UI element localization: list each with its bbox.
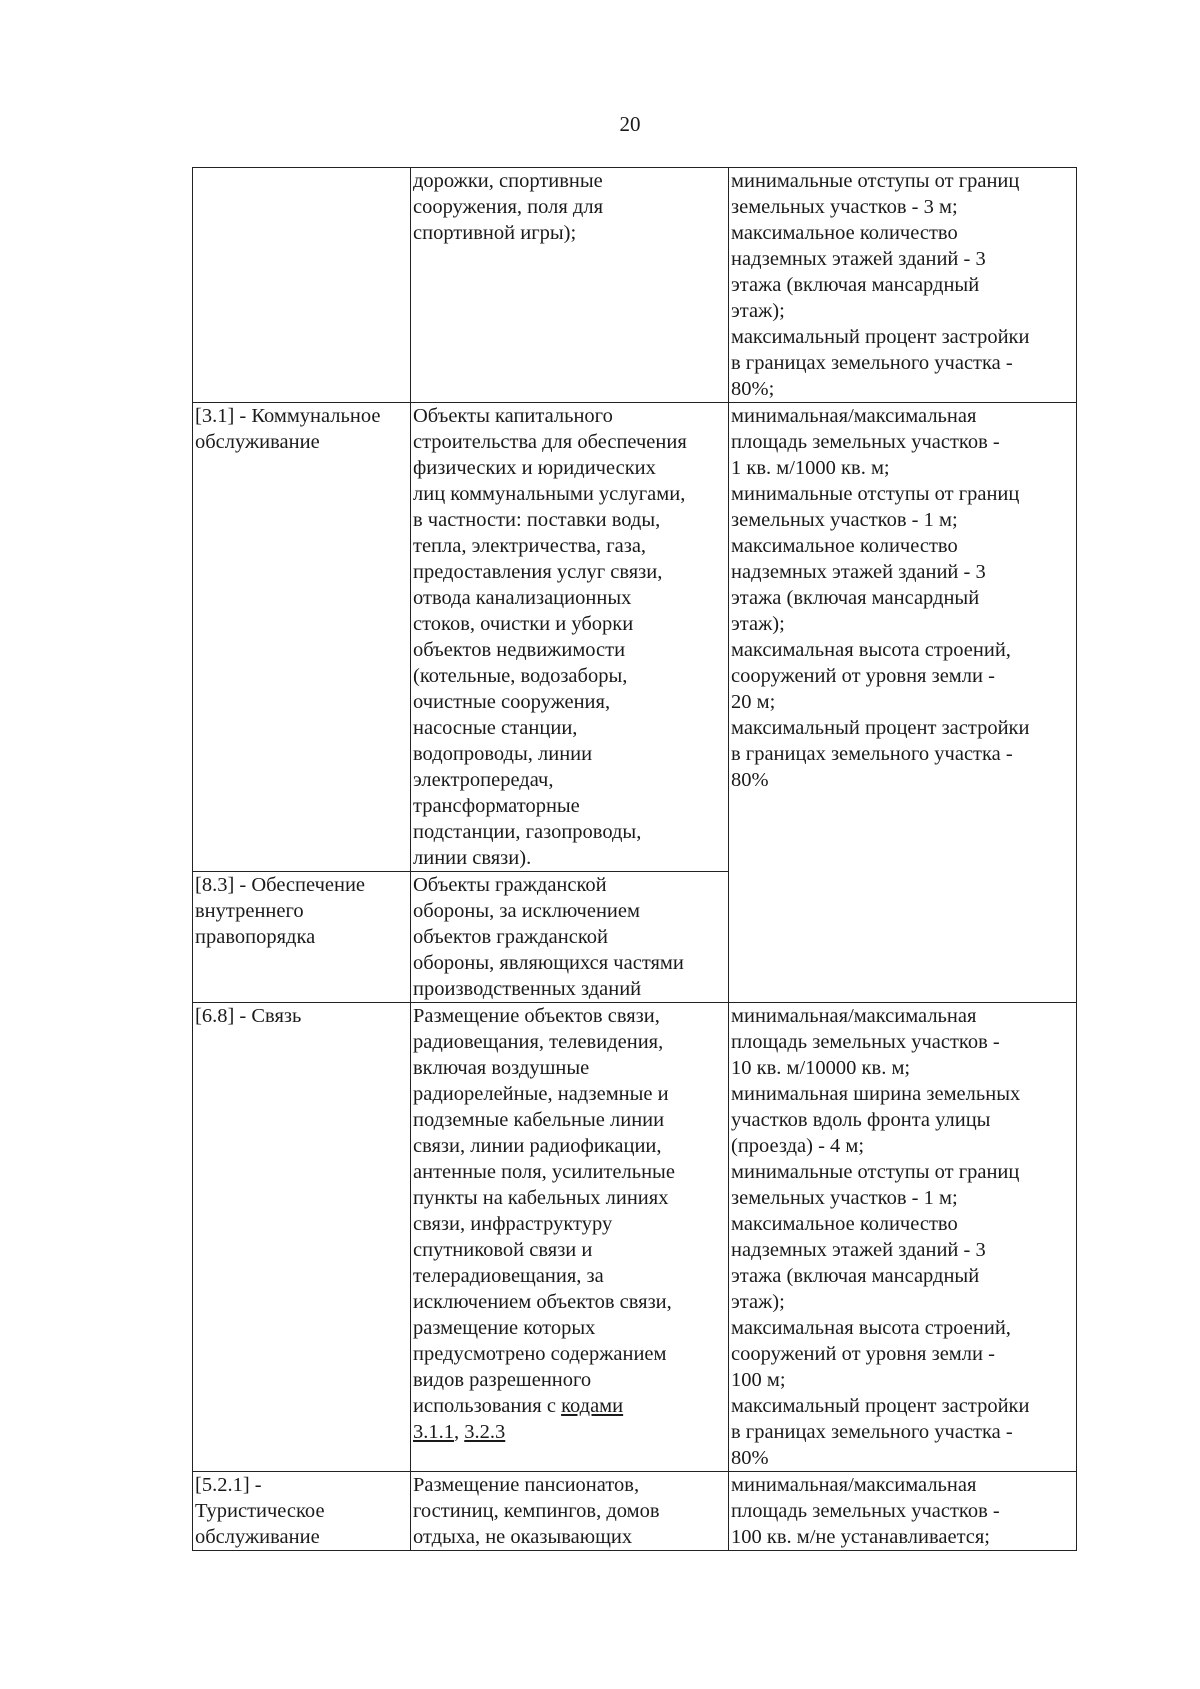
table-row	[193, 403, 1077, 872]
text-line: трансформаторные	[413, 795, 580, 817]
text-line: максимальная высота строений,	[731, 639, 1011, 661]
text-line: Объекты капитального	[413, 405, 613, 427]
params-cell	[729, 168, 1077, 403]
text-line: обороны, за исключением	[413, 900, 640, 922]
text-line: связи, линии радиофикации,	[413, 1135, 662, 1157]
text-line: размещение которых	[413, 1317, 596, 1339]
text-line: обороны, являющихся частями	[413, 952, 684, 974]
text-line: надземных этажей зданий - 3	[731, 561, 986, 583]
text-line: строительства для обеспечения	[413, 431, 687, 453]
regulations-table	[192, 167, 1077, 1551]
text-line: [8.3] - Обеспечение	[195, 874, 366, 896]
text-line: 100 м;	[731, 1369, 786, 1391]
text-line: площадь земельных участков -	[731, 431, 1000, 453]
text-line: (проезда) - 4 м;	[731, 1135, 865, 1157]
text-line: участков вдоль фронта улицы	[731, 1109, 991, 1131]
code-link-3-1-1[interactable]: 3.1.1	[413, 1421, 454, 1443]
text-line: правопорядка	[195, 926, 316, 948]
text-line: минимальная ширина земельных	[731, 1083, 1021, 1105]
text-line: объектов гражданской	[413, 926, 608, 948]
text-line: этажа (включая мансардный	[731, 274, 980, 296]
table-row	[193, 168, 1077, 403]
text-line: 80%	[731, 769, 769, 791]
text-line: Размещение объектов связи,	[413, 1005, 660, 1027]
description-cell	[411, 1472, 729, 1551]
text-line: земельных участков - 1 м;	[731, 509, 958, 531]
text-line: надземных этажей зданий - 3	[731, 1239, 986, 1261]
text-line: минимальная/максимальная	[731, 1005, 977, 1027]
description-cell	[411, 1003, 729, 1472]
link-prefix: использования с	[413, 1395, 562, 1417]
code-cell	[193, 403, 411, 872]
text-line: этаж);	[731, 300, 785, 322]
text-line: объектов недвижимости	[413, 639, 626, 661]
description-lines	[413, 1003, 727, 1393]
params-cell	[729, 1003, 1077, 1472]
text-line: в частности: поставки воды,	[413, 509, 661, 531]
text-line: земельных участков - 1 м;	[731, 1187, 958, 1209]
table-row	[193, 1472, 1077, 1551]
description-cell	[411, 168, 729, 403]
text-line: насосные станции,	[413, 717, 578, 739]
params-cell	[729, 403, 1077, 1003]
text-line: телерадиовещания, за	[413, 1265, 604, 1287]
text-line: земельных участков - 3 м;	[731, 196, 958, 218]
text-line: этажа (включая мансардный	[731, 1265, 980, 1287]
text-line: отдыха, не оказывающих	[413, 1526, 633, 1548]
table-row	[193, 1003, 1077, 1472]
text-line: надземных этажей зданий - 3	[731, 248, 986, 270]
text-line: производственных зданий	[413, 978, 642, 1000]
text-line: в границах земельного участка -	[731, 1421, 1013, 1443]
text-line: радиорелейные, надземные и	[413, 1083, 669, 1105]
text-line: максимальное количество	[731, 1213, 958, 1235]
description-cell	[411, 403, 729, 872]
text-line: линии связи).	[413, 847, 532, 869]
text-line: максимальное количество	[731, 222, 958, 244]
text-line: [5.2.1] -	[195, 1474, 262, 1496]
text-line: физических и юридических	[413, 457, 656, 479]
text-line: предоставления услуг связи,	[413, 561, 663, 583]
text-line: в границах земельного участка -	[731, 352, 1013, 374]
code-cell	[193, 1003, 411, 1472]
text-line: исключением объектов связи,	[413, 1291, 672, 1313]
text-line: Туристическое	[195, 1500, 325, 1522]
text-line: отвода канализационных	[413, 587, 632, 609]
params-cell	[729, 1472, 1077, 1551]
text-line: водопроводы, линии	[413, 743, 593, 765]
text-line: 10 кв. м/10000 кв. м;	[731, 1057, 911, 1079]
text-line: антенные поля, усилительные	[413, 1161, 675, 1183]
text-line: минимальная/максимальная	[731, 405, 977, 427]
text-line: тепла, электричества, газа,	[413, 535, 647, 557]
text-line: стоков, очистки и уборки	[413, 613, 634, 635]
text-line: электропередач,	[413, 769, 554, 791]
text-line: [3.1] - Коммунальное	[195, 405, 381, 427]
text-line: минимальные отступы от границ	[731, 1161, 1020, 1183]
code-cell	[193, 872, 411, 1003]
text-line: 80%;	[731, 378, 775, 400]
text-line: очистные сооружения,	[413, 691, 611, 713]
text-line: площадь земельных участков -	[731, 1500, 1000, 1522]
text-line: максимальный процент застройки	[731, 717, 1030, 739]
text-line: подстанции, газопроводы,	[413, 821, 642, 843]
code-separator: ,	[454, 1421, 465, 1443]
text-line: дорожки, спортивные	[413, 170, 603, 192]
description-link-line	[413, 1393, 727, 1419]
text-line: максимальная высота строений,	[731, 1317, 1011, 1339]
text-line: в границах земельного участка -	[731, 743, 1013, 765]
codes-line	[413, 1419, 727, 1445]
text-line: 1 кв. м/1000 кв. м;	[731, 457, 890, 479]
text-line: лиц коммунальными услугами,	[413, 483, 686, 505]
code-link-3-2-3[interactable]: 3.2.3	[464, 1421, 506, 1443]
text-line: минимальная/максимальная	[731, 1474, 977, 1496]
text-line: включая воздушные	[413, 1057, 590, 1079]
text-line: видов разрешенного	[413, 1369, 592, 1391]
text-line: гостиниц, кемпингов, домов	[413, 1500, 660, 1522]
text-line: (котельные, водозаборы,	[413, 665, 628, 687]
text-line: 20 м;	[731, 691, 776, 713]
text-line: площадь земельных участков -	[731, 1031, 1000, 1053]
text-line: сооружений от уровня земли -	[731, 665, 995, 687]
code-cell	[193, 168, 411, 403]
code-cell	[193, 1472, 411, 1551]
text-line: сооружения, поля для	[413, 196, 603, 218]
text-line: обслуживание	[195, 431, 320, 453]
text-line: этаж);	[731, 1291, 785, 1313]
description-cell	[411, 872, 729, 1003]
text-line: [6.8] - Связь	[195, 1005, 302, 1027]
text-line: спортивной игры);	[413, 222, 577, 244]
text-line: максимальный процент застройки	[731, 1395, 1030, 1417]
text-line: пункты на кабельных линиях	[413, 1187, 669, 1209]
text-line: максимальное количество	[731, 535, 958, 557]
text-line: Объекты гражданской	[413, 874, 607, 896]
text-line: обслуживание	[195, 1526, 320, 1548]
text-line: спутниковой связи и	[413, 1239, 593, 1261]
text-line: 80%	[731, 1447, 769, 1469]
text-line: сооружений от уровня земли -	[731, 1343, 995, 1365]
text-line: минимальные отступы от границ	[731, 483, 1020, 505]
codes-link[interactable]: кодами	[561, 1395, 624, 1417]
text-line: минимальные отступы от границ	[731, 170, 1020, 192]
text-line: радиовещания, телевидения,	[413, 1031, 664, 1053]
text-line: подземные кабельные линии	[413, 1109, 665, 1131]
text-line: максимальный процент застройки	[731, 326, 1030, 348]
text-line: этаж);	[731, 613, 785, 635]
text-line: связи, инфраструктуру	[413, 1213, 613, 1235]
text-line: этажа (включая мансардный	[731, 587, 980, 609]
page-number: 20	[619, 112, 641, 136]
text-line: 100 кв. м/не устанавливается;	[731, 1526, 991, 1548]
text-line: предусмотрено содержанием	[413, 1343, 667, 1365]
text-line: внутреннего	[195, 900, 304, 922]
text-line: Размещение пансионатов,	[413, 1474, 640, 1496]
